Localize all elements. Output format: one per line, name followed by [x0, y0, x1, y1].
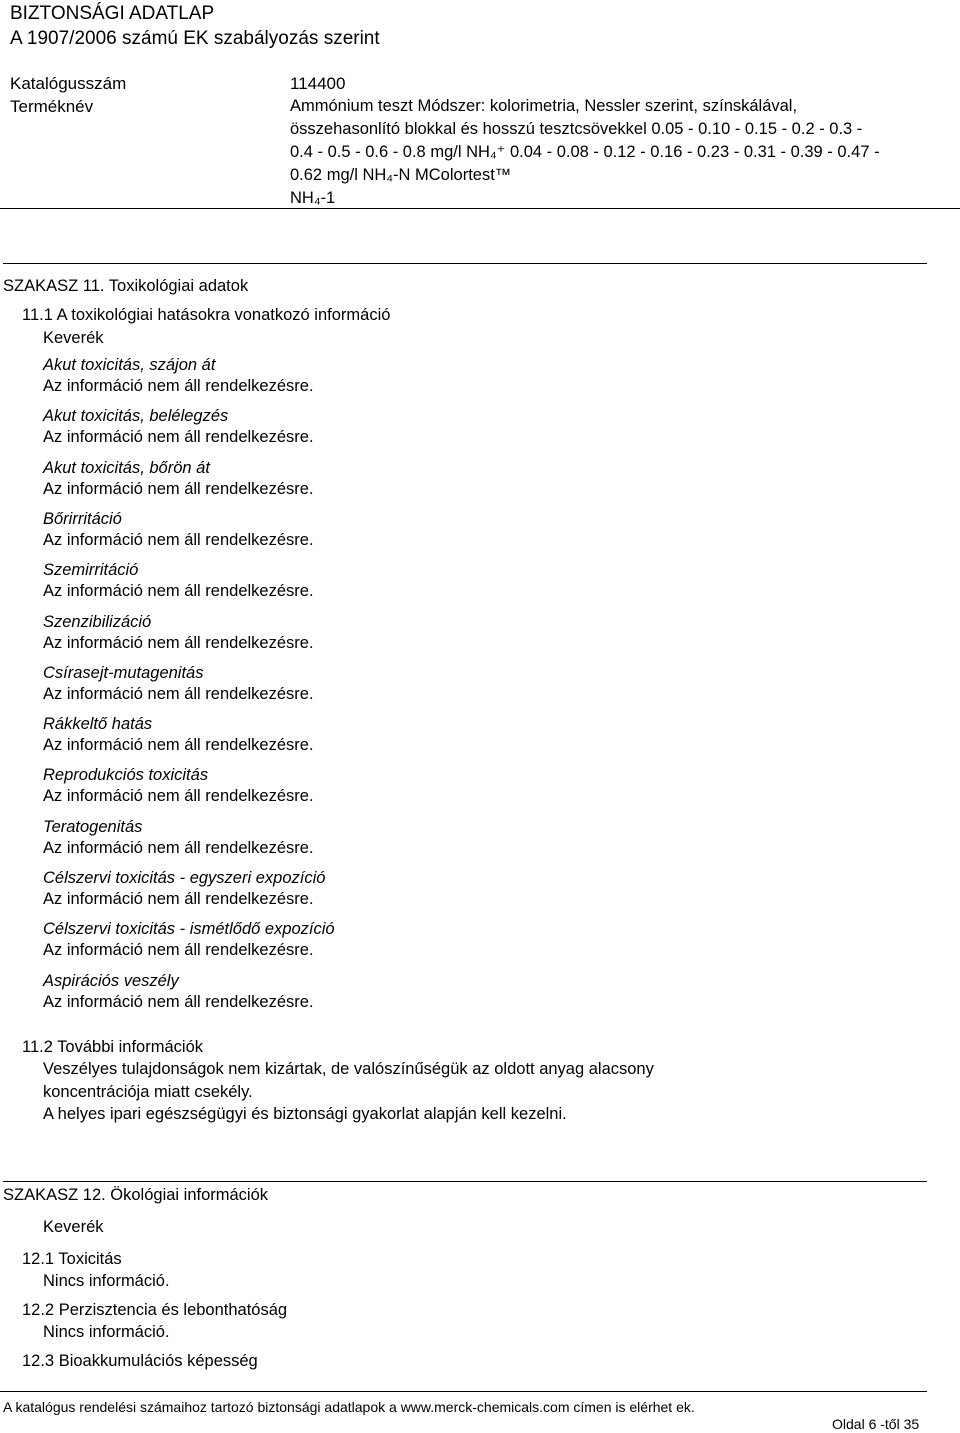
tox-item-label: Akut toxicitás, belélegzés [43, 407, 229, 425]
tox-item-label: Teratogenitás [43, 818, 143, 836]
product-name-line: Ammónium teszt Módszer: kolorimetria, Nessler szerint, színskálával, [290, 97, 798, 115]
tox-item-label: Akut toxicitás, szájon át [43, 356, 216, 374]
regulation-subtitle: A 1907/2006 számú EK szabályozás szerint [10, 28, 380, 49]
product-name-line: 0.4 - 0.5 - 0.6 - 0.8 mg/l NH₄⁺ 0.04 - 0.08 - 0.12 - 0.16 - 0.23 - 0.31 - 0.39 - 0.47 - [290, 143, 880, 161]
additional-info-line: A helyes ipari egészségügyi és biztonsági gyakorlat alapján kell kezelni. [43, 1105, 567, 1123]
tox-item-value: Az információ nem áll rendelkezésre. [43, 480, 314, 498]
product-name-label: Terméknév [10, 97, 94, 116]
tox-item-value: Az információ nem áll rendelkezésre. [43, 582, 314, 600]
tox-item-label: Akut toxicitás, bőrön át [43, 459, 210, 477]
tox-item-value: Az információ nem áll rendelkezésre. [43, 736, 314, 754]
footer-divider [0, 1391, 927, 1392]
subsection-12-1-value: Nincs információ. [43, 1272, 170, 1290]
tox-item-value: Az információ nem áll rendelkezésre. [43, 531, 314, 549]
header-divider [0, 208, 960, 209]
product-name-line: 0.62 mg/l NH₄-N MColortest™ [290, 166, 512, 184]
section-11-title: SZAKASZ 11. Toxikológiai adatok [3, 277, 249, 295]
tox-item-value: Az információ nem áll rendelkezésre. [43, 685, 314, 703]
catalog-number-value: 114400 [290, 74, 346, 93]
tox-item-value: Az információ nem áll rendelkezésre. [43, 428, 314, 446]
subsection-12-3-title: 12.3 Bioakkumulációs képesség [22, 1352, 258, 1370]
section-12-divider [3, 1181, 927, 1182]
tox-item-label: Szemirritáció [43, 561, 139, 579]
section-12-title: SZAKASZ 12. Ökológiai információk [3, 1186, 269, 1204]
tox-item-label: Célszervi toxicitás - egyszeri expozíció [43, 869, 326, 887]
tox-item-value: Az információ nem áll rendelkezésre. [43, 890, 314, 908]
tox-item-label: Reprodukciós toxicitás [43, 766, 209, 784]
tox-item-label: Rákkeltő hatás [43, 715, 153, 733]
tox-item-label: Csírasejt-mutagenitás [43, 664, 204, 682]
tox-item-value: Az információ nem áll rendelkezésre. [43, 941, 314, 959]
mixture-label: Keverék [43, 329, 104, 347]
footer-note: A katalógus rendelési számaihoz tartozó biztonsági adatlapok a www.merck-chemicals.com címen is elérhet ek. [3, 1399, 695, 1415]
tox-item-label: Célszervi toxicitás - ismétlődő expozíció [43, 920, 335, 938]
tox-item-value: Az információ nem áll rendelkezésre. [43, 634, 314, 652]
subsection-11-2-title: 11.2 További információk [22, 1038, 203, 1056]
tox-item-label: Aspirációs veszély [43, 972, 179, 990]
subsection-12-1-title: 12.1 Toxicitás [22, 1250, 122, 1268]
tox-item-value: Az információ nem áll rendelkezésre. [43, 787, 314, 805]
catalog-number-label: Katalógusszám [10, 74, 127, 93]
subsection-12-2-value: Nincs információ. [43, 1323, 170, 1341]
mixture-label: Keverék [43, 1218, 104, 1236]
document-title: BIZTONSÁGI ADATLAP [10, 3, 215, 24]
section-11-divider [3, 263, 927, 264]
tox-item-value: Az információ nem áll rendelkezésre. [43, 993, 314, 1011]
tox-item-label: Bőrirritáció [43, 510, 122, 528]
subsection-11-1-title: 11.1 A toxikológiai hatásokra vonatkozó információ [22, 306, 391, 324]
product-name-line: NH₄-1 [290, 189, 336, 207]
additional-info-line: koncentrációja miatt csekély. [43, 1083, 253, 1101]
additional-info-line: Veszélyes tulajdonságok nem kizártak, de valószínűségük az oldott anyag alacsony [43, 1060, 654, 1078]
tox-item-value: Az információ nem áll rendelkezésre. [43, 377, 314, 395]
product-name-line: összehasonlító blokkal és hosszú tesztcsövekkel 0.05 - 0.10 - 0.15 - 0.2 - 0.3 - [290, 120, 863, 138]
tox-item-label: Szenzibilizáció [43, 613, 152, 631]
subsection-12-2-title: 12.2 Perzisztencia és lebonthatóság [22, 1301, 288, 1319]
page-number: Oldal 6 -től 35 [832, 1416, 920, 1432]
tox-item-value: Az információ nem áll rendelkezésre. [43, 839, 314, 857]
